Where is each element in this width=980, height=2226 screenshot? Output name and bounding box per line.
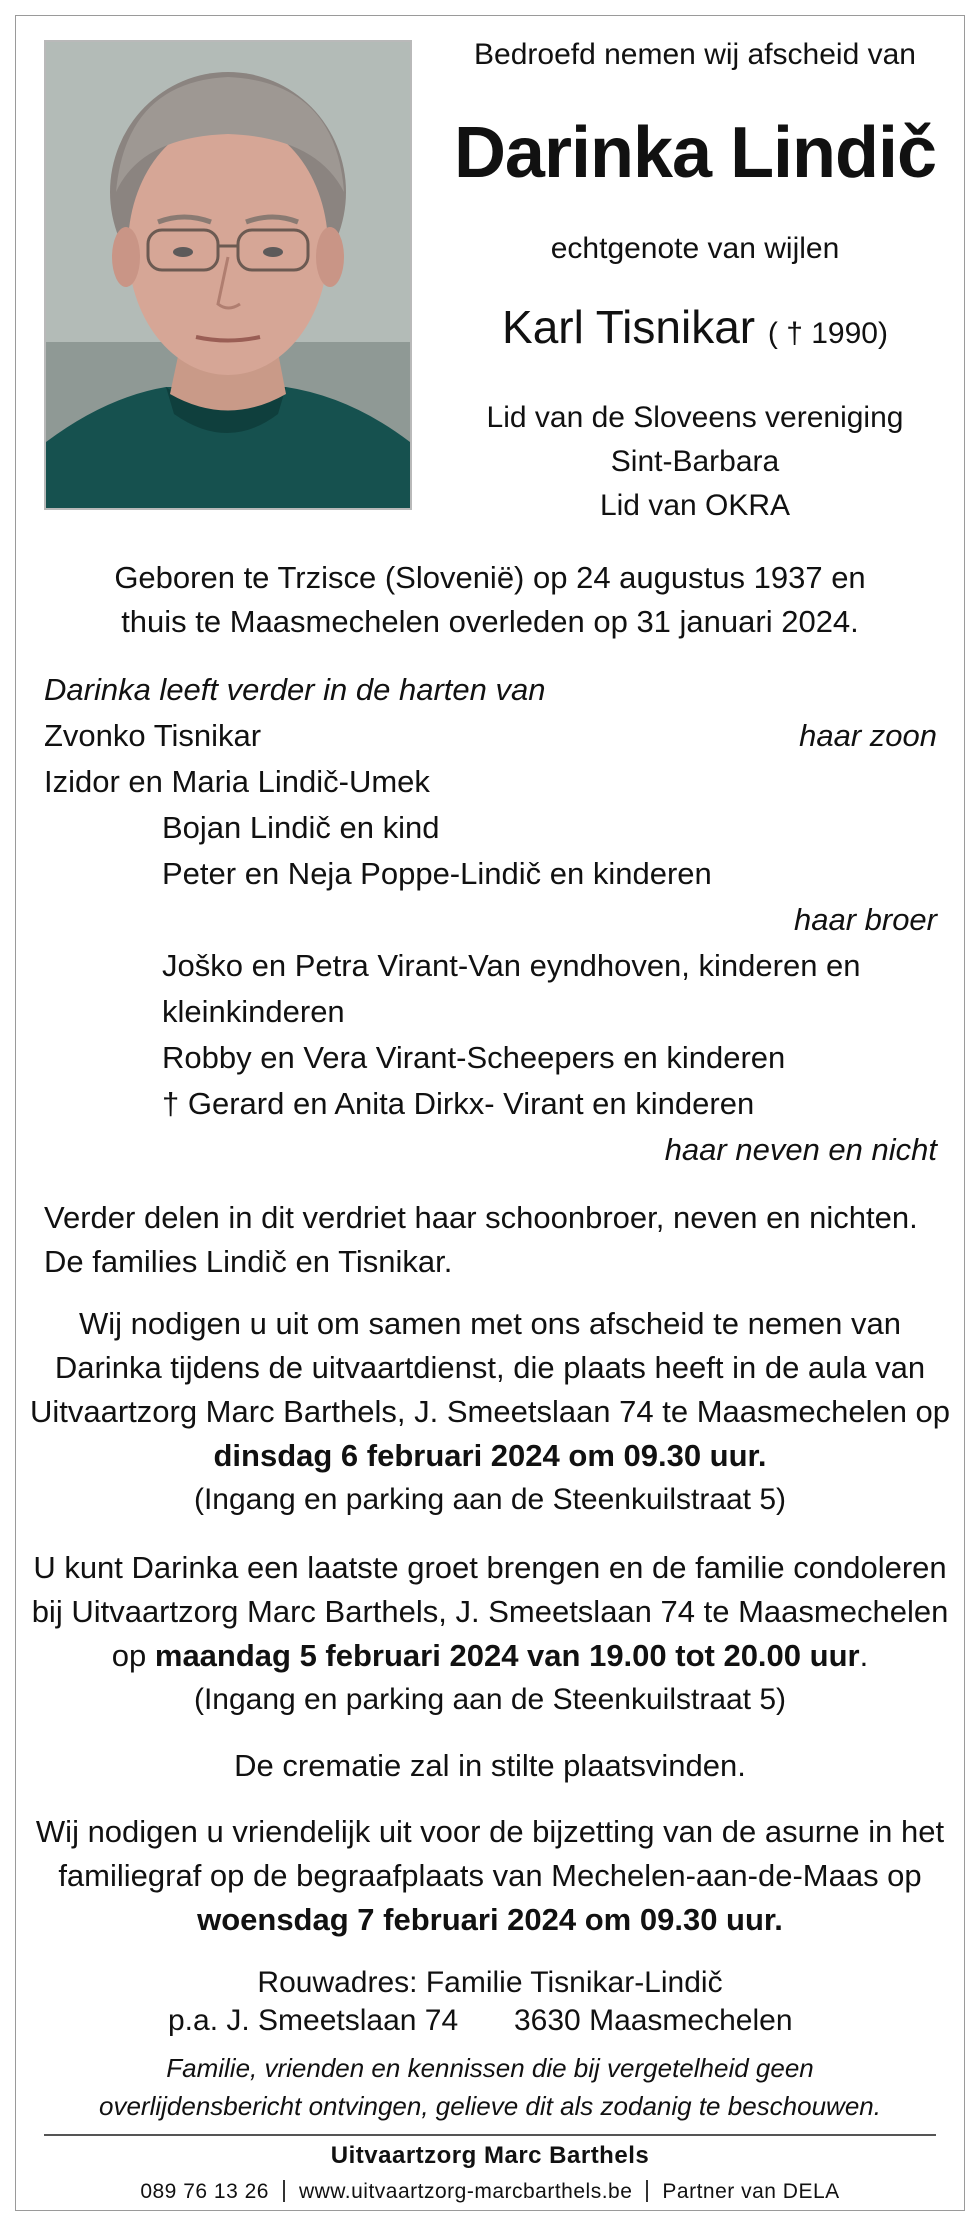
relation-label: haar neven en nicht	[664, 1132, 937, 1167]
portrait-photo	[44, 40, 412, 510]
visitation-parking: (Ingang en parking aan de Steenkuilstraat 5)	[193, 1683, 787, 1716]
spouse-intro: echtgenote van wijlen	[550, 232, 840, 265]
family-member: Izidor en Maria Lindič-Umek	[44, 764, 430, 799]
family-member: kleinkinderen	[162, 994, 345, 1029]
family-intro: Darinka leeft verder in de harten van	[44, 672, 546, 707]
visitation-op: op	[111, 1638, 147, 1673]
visitation-date: maandag 5 februari 2024 van 19.00 tot 20.00 uur	[154, 1638, 860, 1673]
further-line-2: De families Lindič en Tisnikar.	[44, 1244, 453, 1279]
interment-line-1: Wij nodigen u vriendelijk uit voor de bijzetting van de asurne in het	[35, 1814, 945, 1849]
relation-label: haar zoon	[799, 718, 937, 753]
family-member: Zvonko Tisnikar	[44, 718, 262, 753]
spouse-name: Karl Tisnikar	[502, 301, 756, 353]
membership-3: Lid van OKRA	[599, 489, 791, 522]
service-line-2: Darinka tijdens de uitvaartdienst, die plaats heeft in de aula van	[54, 1350, 926, 1385]
visitation-line-1: U kunt Darinka een laatste groet brengen en de familie condoleren	[33, 1550, 947, 1585]
footer-website[interactable]: www.uitvaartzorg-marcbarthels.be	[298, 2180, 633, 2203]
family-member: Joško en Petra Virant-Van eyndhoven, kinderen en	[162, 948, 861, 983]
relation-label: haar broer	[793, 902, 937, 937]
deceased-name: Darinka Lindič	[453, 113, 937, 193]
footer-divider	[44, 2134, 936, 2136]
service-date: dinsdag 6 februari 2024 om 09.30 uur.	[213, 1438, 767, 1473]
visitation-period: .	[859, 1638, 869, 1673]
service-parking: (Ingang en parking aan de Steenkuilstraat 5)	[193, 1483, 787, 1516]
interment-line-2: familiegraf op de begraafplaats van Mechelen-aan-de-Maas op	[58, 1858, 922, 1893]
footer-separator	[283, 2180, 285, 2202]
address-street: p.a. J. Smeetslaan 74	[168, 2004, 459, 2037]
interment-date: woensdag 7 februari 2024 om 09.30 uur.	[197, 1902, 783, 1937]
cremation-text: De crematie zal in stilte plaatsvinden.	[234, 1748, 746, 1783]
membership-2: Sint-Barbara	[610, 445, 780, 478]
address-line-1: Rouwadres: Familie Tisnikar-Lindič	[257, 1966, 723, 1999]
family-member: Bojan Lindič en kind	[162, 810, 440, 845]
footer-partner: Partner van DELA	[662, 2180, 840, 2203]
birth-line-2: thuis te Maasmechelen overleden op 31 januari 2024.	[121, 604, 859, 639]
intro-text: Bedroefd nemen wij afscheid van	[474, 38, 916, 71]
birth-line-1: Geboren te Trzisce (Slovenië) op 24 augustus 1937 en	[114, 560, 866, 595]
further-line-1: Verder delen in dit verdriet haar schoonbroer, neven en nichten.	[44, 1200, 918, 1235]
visitation-line-2: bij Uitvaartzorg Marc Barthels, J. Smeetslaan 74 te Maasmechelen	[31, 1594, 949, 1629]
notice-line-1: Familie, vrienden en kennissen die bij vergetelheid geen	[166, 2053, 814, 2083]
footer-separator	[646, 2180, 648, 2202]
family-member: Peter en Neja Poppe-Lindič en kinderen	[162, 856, 712, 891]
visitation-date-line	[0, 1634, 980, 1678]
family-member: † Gerard en Anita Dirkx- Virant en kinderen	[162, 1086, 755, 1121]
spouse-line	[440, 300, 950, 354]
service-line-3: Uitvaartzorg Marc Barthels, J. Smeetslaan 74 te Maasmechelen op	[29, 1394, 951, 1429]
family-member: Robby en Vera Virant-Scheepers en kinderen	[162, 1040, 786, 1075]
address-city: 3630 Maasmechelen	[514, 2004, 793, 2037]
service-line-1: Wij nodigen u uit om samen met ons afscheid te nemen van	[79, 1306, 901, 1341]
notice-line-2: overlijdensbericht ontvingen, gelieve dit als zodanig te beschouwen.	[99, 2091, 881, 2121]
spouse-dates: ( † 1990)	[767, 317, 888, 350]
membership-1: Lid van de Sloveens vereniging	[486, 401, 904, 434]
footer-info	[0, 2180, 980, 2204]
footer-company: Uitvaartzorg Marc Barthels	[330, 2142, 650, 2169]
footer-phone: 089 76 13 26	[140, 2180, 269, 2203]
